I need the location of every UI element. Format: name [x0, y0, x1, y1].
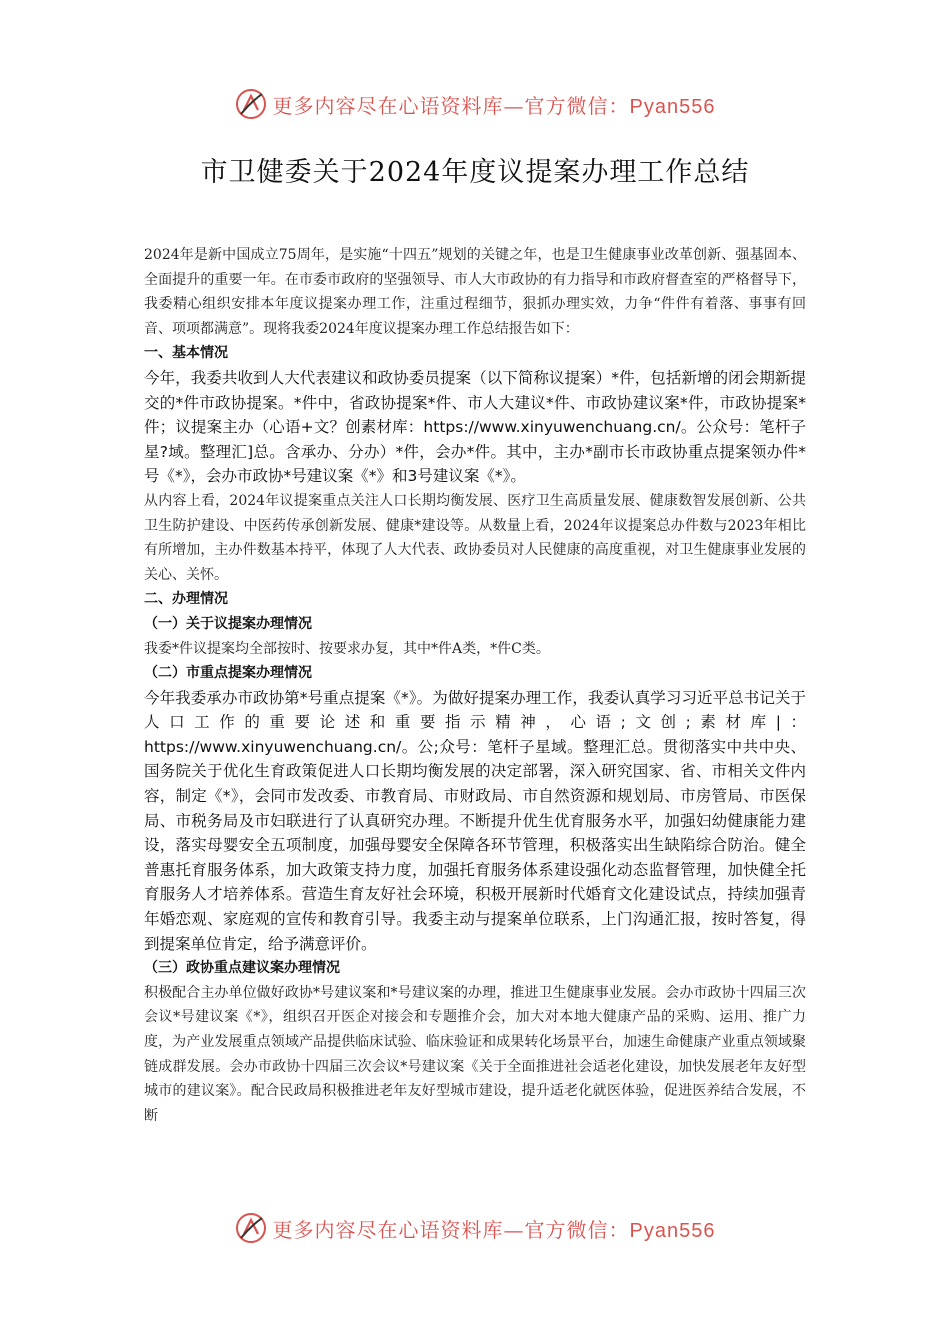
wechat-id: Pyan556: [629, 1219, 716, 1242]
document-body: [144, 243, 806, 1128]
stamp-logo-icon: [235, 1212, 267, 1244]
top-banner: [0, 84, 950, 124]
wechat-id: Pyan556: [629, 95, 716, 118]
content-paragraph: 从内容上看，2024年议提案重点关注人口长期均衡发展、医疗卫生高质量发展、健康数智发展创新、公共卫生防护建设、中医药传承创新发展、健康*建设等。从数量上看，2024年议提案总办件数与2023年相比有所增加，主办件数基本持平，体现了人大代表、政协委员对人民健康的高度重视，对卫生健康事业发展的关心、关怀。: [144, 492, 806, 583]
intro-paragraph: 2024年是新中国成立75周年，是实施“十四五”规划的关键之年，也是卫生健康事业改革创新、强基固本、全面提升的重要一年。在市委市政府的坚强领导、市人大市政协的有力指导和市政府督查室的严格督导下，我委精心组织安排本年度议提案办理工作，注重过程细节，狠抓办理实效，力争“件件有着落、事事有回音、项项都满意”。现将我委2024年度议提案办理工作总结报告如下：: [144, 247, 806, 337]
banner-text: 更多内容尽在心语资料库—官方微信：Pyan556: [272, 93, 716, 118]
page-title: 市卫健委关于2024年度议提案办理工作总结: [200, 157, 750, 188]
handling-paragraph: 我委*件议提案均全部按时、按要求办复，其中*件A类，*件C类。: [144, 640, 550, 657]
key-proposal-paragraph: 今年我委承办市政协第*号重点提案《*》。为做好提案办理工作，我委认真学习习近平总书记关于人口工作的重要论述和重要指示精神，心语;文创;素材库|：https://www.xinyuwenchuang.cn/。公;众号：笔杆子星域。整理汇总。贯彻落实中共中央、国务院关于优化生育政策促进人口长期均衡发展的决定部署，深入研究国家、省、市相关文件内容，制定《*》，会同市发改委、市教育局、市财政局、市自然资源和规划局、市房管局、市医保局、市税务局及市妇联进行了认真研究办理。不断提升优生优育服务水平，加强妇幼健康能力建设，落实母婴安全五项制度，加强母婴安全保障各环节管理，积极落实出生缺陷综合防治。健全普惠托育服务体系，加大政策支持力度，加强托育服务体系建设强化动态监督管理，加快健全托育服务人才培养体系。营造生育友好社会环境，积极开展新时代婚育文化建设试点，持续加强青年婚恋观、家庭观的宣传和教育引导。我委主动与提案单位联系，上门沟通汇报，按时答复，得到提案单位肯定，给予满意评价。: [144, 688, 806, 953]
basic-paragraph: 今年，我委共收到人大代表建议和政协委员提案（以下简称议提案）*件，包括新增的闭会期新提交的*件市政协提案。*件中，省政协提案*件、市人大建议*件、市政协建议案*件，市政协提案*件；议提案主办（心语+文？创素材库：https://www.xinyuwenchuang.cn/。公众号：笔杆子星?域。整理汇]总。含承办、分办）*件，会办*件。其中，主办*副市长市政协重点提案领办件*号《*》，会办市政协*号建议案《*》和3号建议案《*》。: [144, 368, 806, 486]
stamp-logo-icon: [235, 88, 267, 120]
section-heading-handling: 二、办理情况: [144, 591, 228, 608]
banner-text: 更多内容尽在心语资料库—官方微信：Pyan556: [272, 1217, 716, 1242]
section-heading-basic: 一、基本情况: [144, 345, 228, 362]
subheading-key-proposal: （二）市重点提案办理情况: [144, 665, 312, 682]
subheading-proposals: （一）关于议提案办理情况: [144, 615, 312, 632]
bottom-banner: [0, 1208, 950, 1248]
subheading-cppcc: （三）政协重点建议案办理情况: [144, 960, 340, 977]
cppcc-paragraph: 积极配合主办单位做好政协*号建议案和*号建议案的办理，推进卫生健康事业发展。会办市政协十四届三次会议*号建议案《*》，组织召开医企对接会和专题推介会，加大对本地大健康产品的采购、运用、推广力度，为产业发展重点领域产品提供临床试验、临床验证和成果转化场景平台，加速生命健康产业重点领域聚链成群发展。会办市政协十四届三次会议*号建议案《关于全面推进社会适老化建设，加快发展老年友好型城市的建议案》。配合民政局积极推进老年友好型城市建设，提升适老化就医体验，促进医养结合发展，不断: [144, 984, 806, 1124]
